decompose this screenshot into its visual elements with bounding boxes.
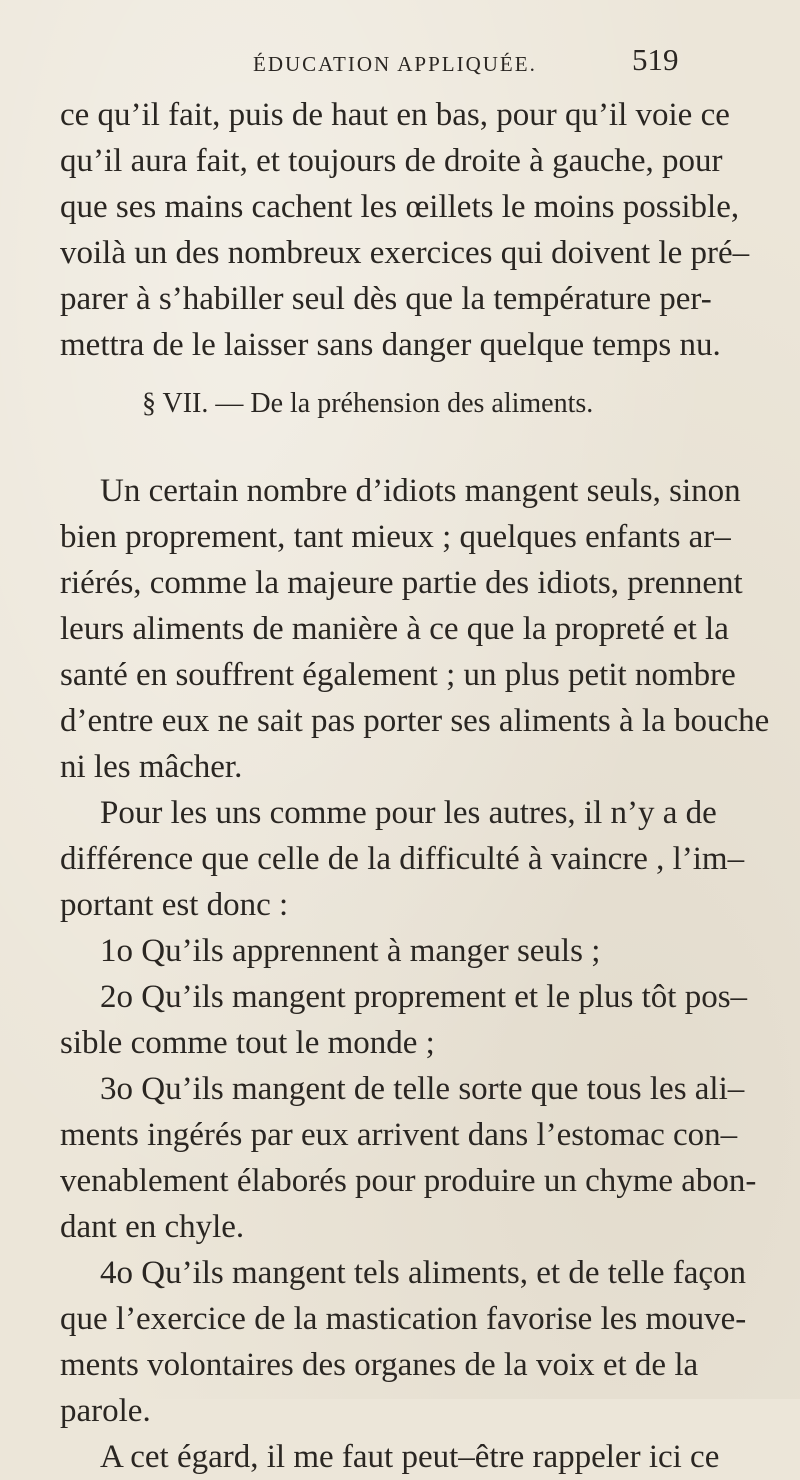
paragraph-2-line-2: bien proprement, tant mieux ; quelques enfants ar–: [60, 519, 731, 555]
paragraph-3-line-3: portant est donc :: [60, 887, 289, 923]
paragraph-3-line-1: Pour les uns comme pour les autres, il n’y a de: [100, 795, 717, 831]
running-head: [0, 42, 800, 82]
page-number: 519: [632, 42, 679, 77]
paragraph-1-line-2: qu’il aura fait, et toujours de droite à gauche, pour: [60, 143, 723, 179]
list-item-3-line-4: dant en chyle.: [60, 1209, 245, 1245]
section-heading: § VII. — De la préhension des aliments.: [142, 388, 594, 419]
list-item-3-line-1: 3o Qu’ils mangent de telle sorte que tous les ali–: [100, 1071, 745, 1107]
paragraph-4-line-1: A cet égard, il me faut peut–être rappeler ici ce: [100, 1439, 720, 1475]
list-item-4-line-4: parole.: [60, 1393, 151, 1429]
list-item-4-line-1: 4o Qu’ils mangent tels aliments, et de telle façon: [100, 1255, 747, 1291]
paragraph-1-line-5: parer à s’habiller seul dès que la température per-: [60, 281, 712, 317]
list-item-3-line-3: venablement élaborés pour produire un chyme abon-: [60, 1163, 757, 1199]
paragraph-1-line-4: voilà un des nombreux exercices qui doivent le pré–: [60, 235, 750, 271]
paragraph-1-line-3: que ses mains cachent les œillets le moins possible,: [60, 189, 740, 225]
list-item-2-line-2: sible comme tout le monde ;: [60, 1025, 435, 1061]
paragraph-2-line-6: d’entre eux ne sait pas porter ses aliments à la bouche: [60, 703, 770, 739]
paragraph-2-line-3: riérés, comme la majeure partie des idiots, prennent: [60, 565, 743, 601]
paragraph-2-line-1: Un certain nombre d’idiots mangent seuls, sinon: [100, 473, 741, 509]
list-item-2-line-1: 2o Qu’ils mangent proprement et le plus tôt pos–: [100, 979, 748, 1015]
list-item-4-line-2: que l’exercice de la mastication favorise les mouve-: [60, 1301, 747, 1337]
paragraph-2-line-7: ni les mâcher.: [60, 749, 243, 785]
list-item-3-line-2: ments ingérés par eux arrivent dans l’estomac con–: [60, 1117, 738, 1153]
list-item-1-line-1: 1o Qu’ils apprennent à manger seuls ;: [100, 933, 601, 969]
paragraph-1-line-1: ce qu’il fait, puis de haut en bas, pour qu’il voie ce: [60, 97, 730, 133]
paragraph-3-line-2: différence que celle de la difficulté à vaincre , l’im–: [60, 841, 745, 877]
paragraph-2-line-4: leurs aliments de manière à ce que la propreté et la: [60, 611, 729, 647]
paragraph-2-line-5: santé en souffrent également ; un plus petit nombre: [60, 657, 736, 693]
running-title: ÉDUCATION APPLIQUÉE.: [253, 52, 537, 76]
paragraph-1-line-6: mettra de le laisser sans danger quelque temps nu.: [60, 327, 721, 363]
list-item-4-line-3: ments volontaires des organes de la voix et de la: [60, 1347, 699, 1383]
